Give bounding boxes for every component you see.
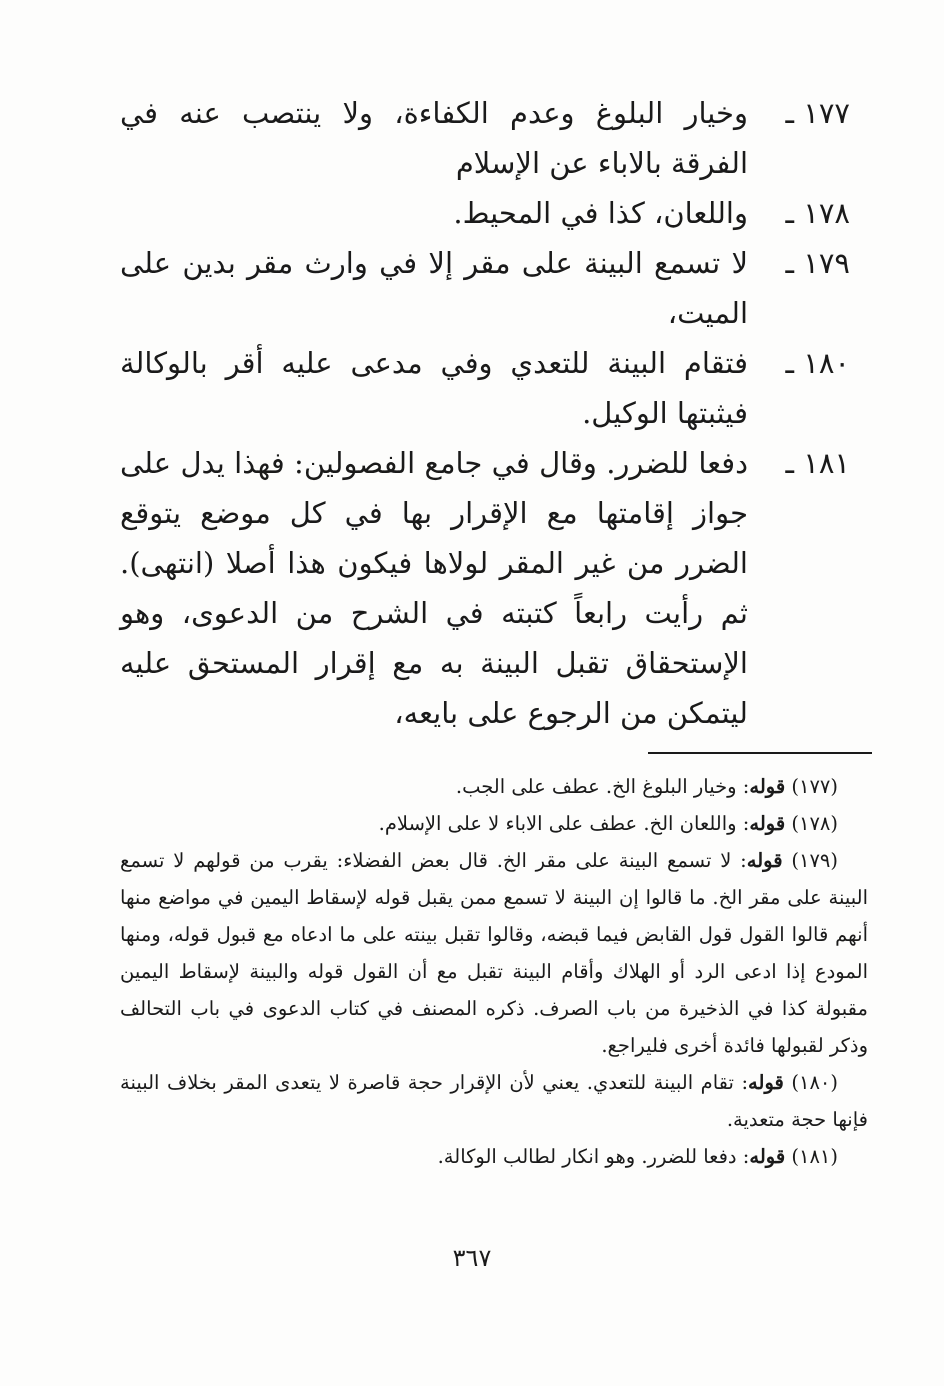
entry-number: ١٧٨ ـ (785, 196, 850, 230)
page-number: ٣٦٧ (452, 1244, 492, 1272)
entry-text: فتقام البينة للتعدي وفي مدعى عليه أقر بالوكالة فيثبتها الوكيل. (120, 346, 748, 430)
main-text (120, 88, 880, 738)
footnote-ref: (١٧٨) (791, 812, 838, 835)
entry-number: ١٨٠ ـ (785, 346, 850, 380)
footnote-divider (648, 752, 872, 754)
entry-number: ١٨١ ـ (785, 446, 850, 480)
footnote-text: : دفعا للضرر. وهو انكار لطالب الوكالة. (437, 1145, 750, 1168)
footnote-text: : تقام البينة للتعدي. يعني لأن الإقرار حجة قاصرة لا يتعدى المقر بخلاف البينة فإنها حجة متعدية. (120, 1071, 868, 1131)
footnote-label: قوله (746, 849, 783, 872)
footnote-label: قوله (749, 812, 786, 835)
entry-178 (120, 188, 880, 238)
footnote-ref: (١٧٧) (791, 775, 838, 798)
footnote-label: قوله (748, 1071, 784, 1094)
footnote-label: قوله (749, 1145, 786, 1168)
footnote-text: : لا تسمع البينة على مقر الخ. قال بعض الفضلاء: يقرب من قولهم لا تسمع البينة على مقر الخ. ما قالوا إن البينة لا تسمع ممن يقبل قوله لإسقاط اليمين في مواضع منها أنهم قالوا القول قول القابض فيما قبضه، وقالوا تقبل بينته على ما ادعاه مع قبول قوله، ومنها المودع إذا ادعى الرد أو الهلاك وأقام البينة تقبل مع أن القول قوله والبينة لإسقاط اليمين مقبولة كذا في الذخيرة من باب الصرف. ذكره المصنف في كتاب الدعوى في باب التحالف وذكر لقبولها فائدة أخرى فليراجع. (120, 849, 868, 1057)
entry-number: ١٧٧ ـ (785, 96, 850, 130)
entry-177 (120, 88, 880, 188)
footnote-179 (120, 842, 868, 1064)
footnote-ref: (١٧٩) (791, 849, 838, 872)
entry-179 (120, 238, 880, 338)
entry-181 (120, 438, 880, 738)
entry-180 (120, 338, 880, 438)
footnote-177 (120, 768, 868, 805)
footnote-text: : وخيار البلوغ الخ. عطف على الجب. (455, 775, 750, 798)
footnotes (120, 768, 868, 1175)
footnote-ref: (١٨٠) (791, 1071, 838, 1094)
footnote-label: قوله (749, 775, 786, 798)
footnote-ref: (١٨١) (791, 1145, 838, 1168)
footnote-text: : واللعان الخ. عطف على الاباء لا على الإسلام. (378, 812, 750, 835)
footnote-180 (120, 1064, 868, 1138)
entry-text: لا تسمع البينة على مقر إلا في وارث مقر بدين على الميت، (120, 246, 748, 330)
footnote-181 (120, 1138, 868, 1175)
entry-text: وخيار البلوغ وعدم الكفاءة، ولا ينتصب عنه في الفرقة بالاباء عن الإسلام (120, 96, 748, 180)
footnote-178 (120, 805, 868, 842)
entry-text: دفعا للضرر. وقال في جامع الفصولين: فهذا يدل على جواز إقامتها مع الإقرار بها في كل موضع يتوقع الضرر من غير المقر لولاها فيكون هذا أصلا (انتهى). ثم رأيت رابعاً كتبته في الشرح من الدعوى، وهو الإستحقاق تقبل البينة به مع إقرار المستحق عليه ليتمكن من الرجوع على بايعه، (120, 446, 748, 730)
entry-text: واللعان، كذا في المحيط. (453, 196, 748, 230)
entry-number: ١٧٩ ـ (785, 246, 850, 280)
